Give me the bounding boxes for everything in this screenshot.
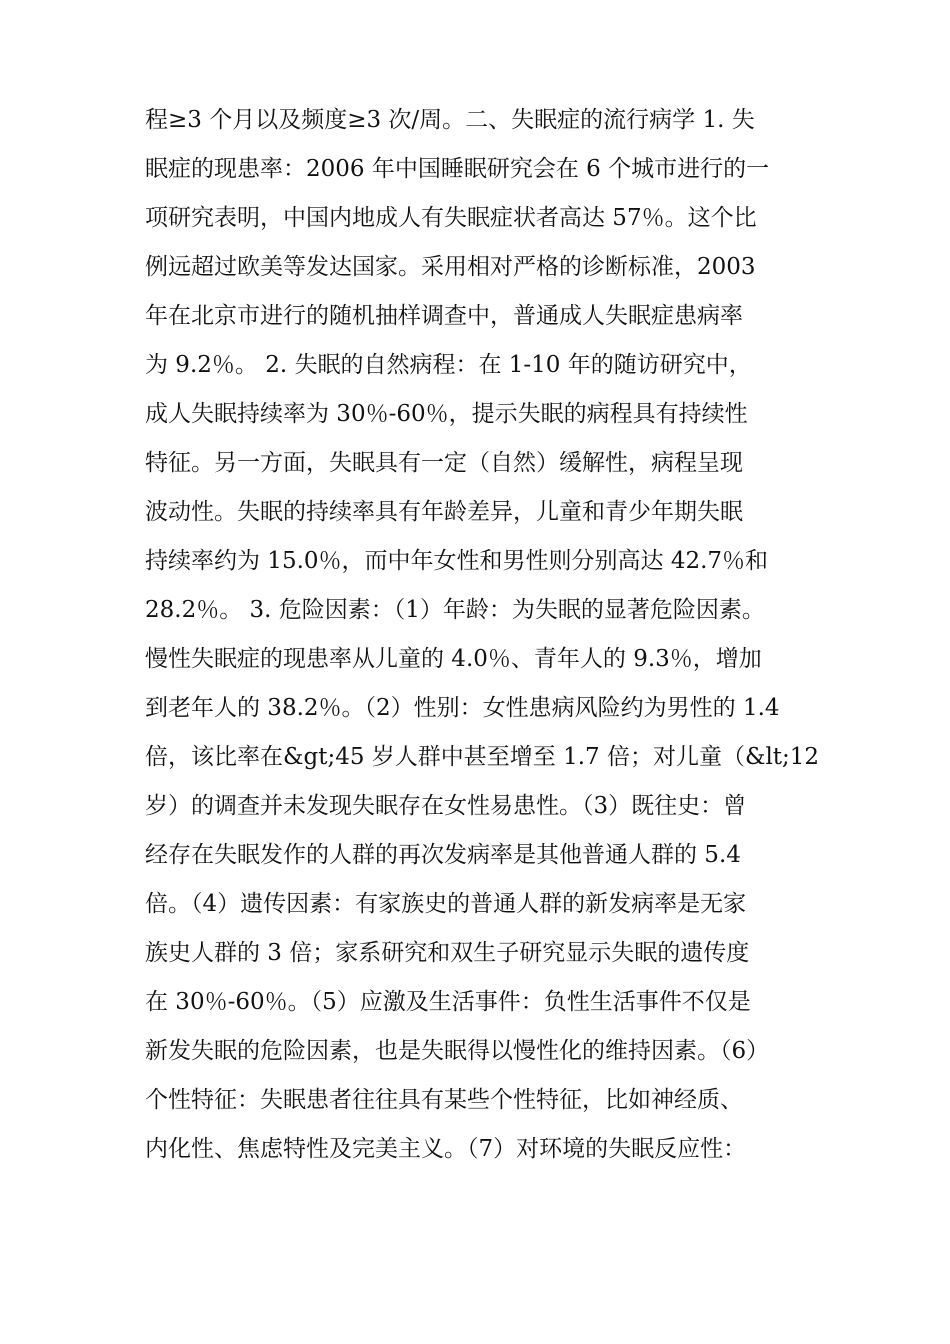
text-line: 内化性、焦虑特性及完美主义。（7）对环境的失眠反应性：	[145, 1136, 747, 1162]
body-text	[145, 96, 820, 1174]
text-line: 经存在失眠发作的人群的再次发病率是其他普通人群的 5.4	[145, 842, 741, 868]
text-line: 眠症的现患率：2006 年中国睡眠研究会在 6 个城市进行的一	[145, 156, 770, 182]
text-line: 倍，该比率在&gt;45 岁人群中甚至增至 1.7 倍；对儿童（&lt;12	[145, 744, 820, 770]
text-line: 新发失眠的危险因素，也是失眠得以慢性化的维持因素。（6）	[145, 1038, 770, 1064]
text-line: 例远超过欧美等发达国家。采用相对严格的诊断标准，2003	[145, 254, 756, 280]
text-line: 项研究表明，中国内地成人有失眠症状者高达 57％。这个比	[145, 205, 757, 231]
text-line: 岁）的调查并未发现失眠存在女性易患性。（3）既往史：曾	[145, 793, 747, 819]
text-line: 28.2％。 3. 危险因素：（1）年龄：为失眠的显著危险因素。	[145, 597, 765, 623]
text-line: 为 9.2％。 2. 失眠的自然病程：在 1-10 年的随访研究中，	[145, 352, 752, 378]
text-line: 个性特征：失眠患者往往具有某些个性特征，比如神经质、	[145, 1087, 743, 1113]
text-line: 族史人群的 3 倍；家系研究和双生子研究显示失眠的遗传度	[145, 940, 750, 966]
text-line: 倍。（4）遗传因素：有家族史的普通人群的新发病率是无家	[145, 891, 747, 917]
text-line: 特征。另一方面，失眠具有一定（自然）缓解性，病程呈现	[145, 450, 743, 476]
text-line: 在 30％-60％。（5）应激及生活事件：负性生活事件不仅是	[145, 989, 751, 1015]
text-line: 慢性失眠症的现患率从儿童的 4.0％、青年人的 9.3％，增加	[145, 646, 762, 672]
text-line: 到老年人的 38.2％。（2）性别：女性患病风险约为男性的 1.4	[145, 695, 780, 721]
text-line: 波动性。失眠的持续率具有年龄差异，儿童和青少年期失眠	[145, 499, 743, 525]
text-line: 程≥3 个月以及频度≥3 次/周。二、失眠症的流行病学 1. 失	[145, 107, 755, 133]
text-line: 成人失眠持续率为 30％-60％，提示失眠的病程具有持续性	[145, 401, 748, 427]
text-line: 年在北京市进行的随机抽样调查中，普通成人失眠症患病率	[145, 303, 743, 329]
text-line: 持续率约为 15.0％，而中年女性和男性则分别高达 42.7％和	[145, 548, 769, 574]
